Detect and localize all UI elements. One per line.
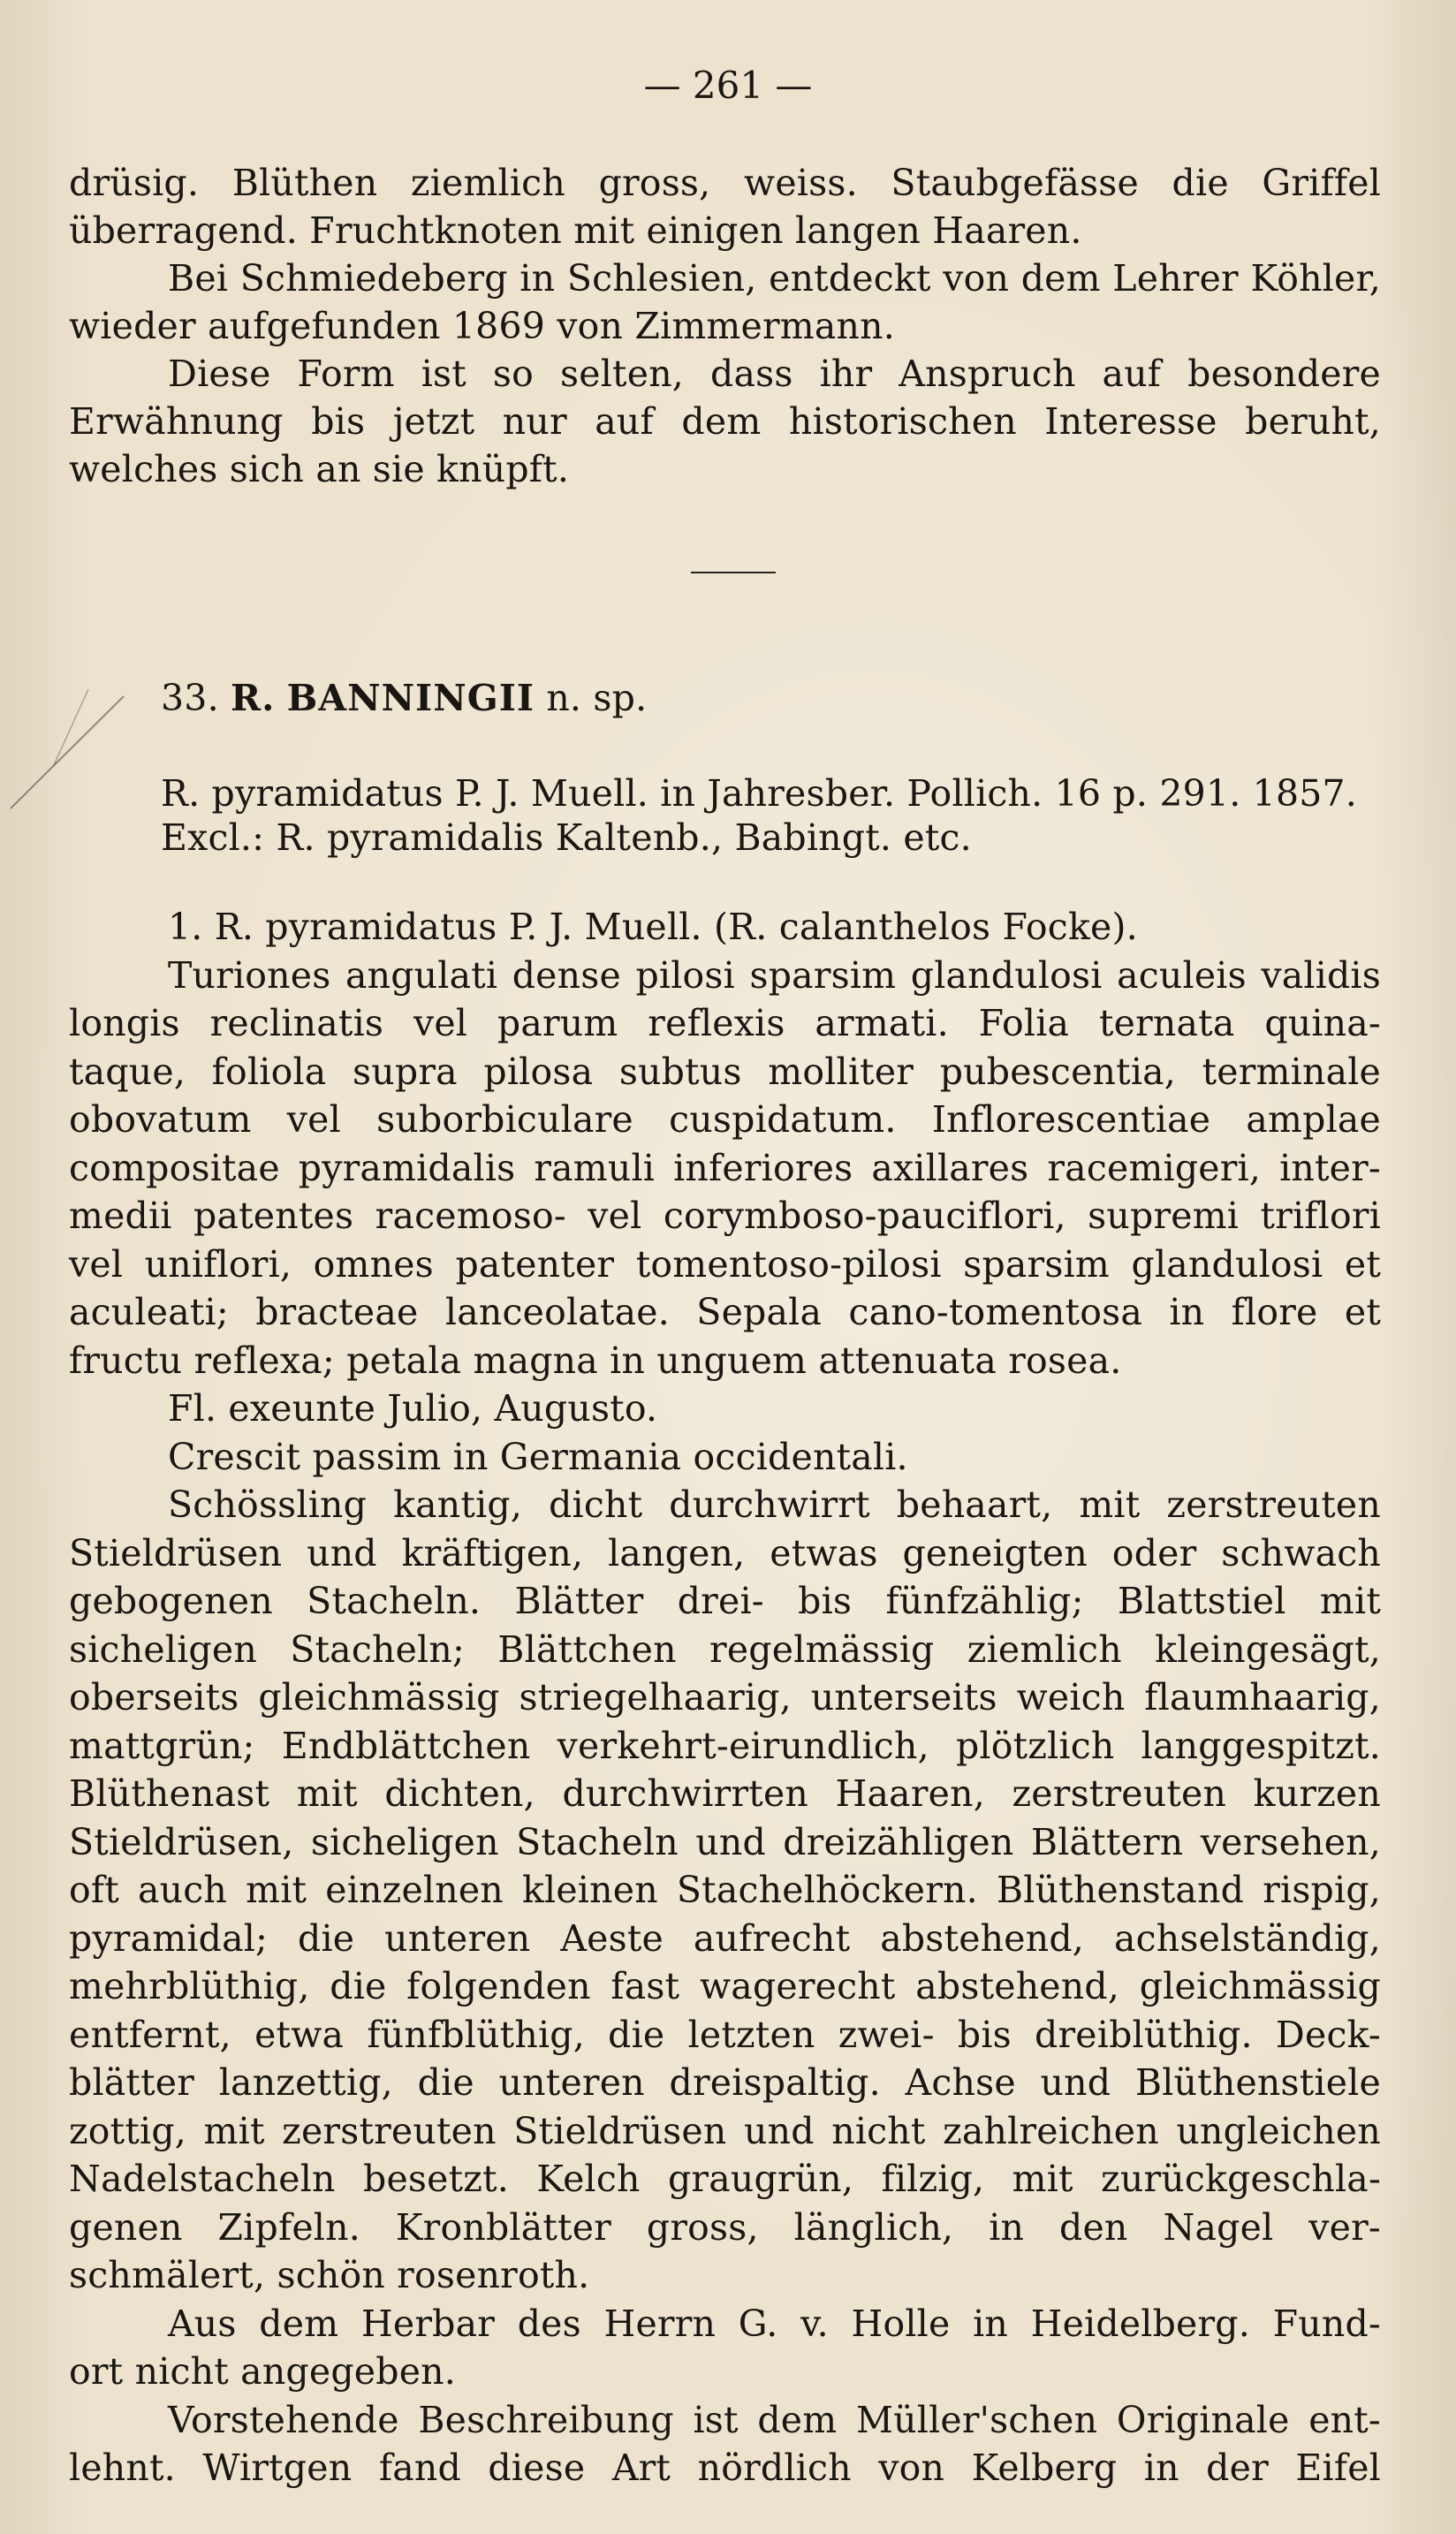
text-line: aculeati; bracteae lanceolatae. Sepala cano-tomentosa in flore et	[69, 1291, 1381, 1333]
text-line: drüsig. Blüthen ziemlich gross, weiss. Staubgefässe die Griffel	[69, 162, 1381, 204]
text-line: Aus dem Herbar des Herrn G. v. Holle in Heidelberg. Fund-	[168, 2302, 1381, 2345]
pencil-mark-icon	[0, 680, 133, 822]
text-line: welches sich an sie knüpft.	[69, 448, 570, 490]
text-line: gebogenen Stacheln. Blätter drei- bis fünfzählig; Blattstiel mit	[69, 1580, 1381, 1622]
species-genus: R.	[231, 677, 276, 719]
text-line: blätter lanzettig, die unteren dreispaltig. Achse und Blüthenstiele	[69, 2061, 1381, 2104]
text-line: mattgrün; Endblättchen verkehrt-eirundlich, plötzlich langgespitzt.	[69, 1724, 1381, 1767]
text-line: Erwähnung bis jetzt nur auf dem historischen Interesse beruht,	[69, 400, 1381, 443]
text-line: compositae pyramidalis ramuli inferiores axillares racemigeri, inter-	[69, 1146, 1381, 1189]
text-line: mehrblüthig, die folgenden fast wagerecht abstehend, gleichmässig	[69, 1965, 1381, 2007]
text-line: Bei Schmiedeberg in Schlesien, entdeckt von dem Lehrer Köhler,	[168, 257, 1381, 300]
text-line: Diese Form ist so selten, dass ihr Anspruch auf besondere	[168, 353, 1381, 395]
text-line: ort nicht angegeben.	[69, 2350, 457, 2393]
text-line: entfernt, etwa fünfblüthig, die letzten zwei- bis dreiblüthig. Deck-	[69, 2013, 1381, 2056]
text-line: oberseits gleichmässig striegelhaarig, unterseits weich flaumhaarig,	[69, 1676, 1381, 1718]
text-line: sicheligen Stacheln; Blättchen regelmässig ziemlich kleingesägt,	[69, 1627, 1381, 1671]
synonym-line: Excl.: R. pyramidalis Kaltenb., Babingt. etc.	[161, 816, 972, 859]
text-line: Fl. exeunte Julio, Augusto.	[168, 1387, 658, 1430]
text-line: oft auch mit einzelnen kleinen Stachelhöckern. Blüthenstand rispig,	[69, 1869, 1381, 1911]
species-heading	[161, 674, 956, 722]
text-line: taque, foliola supra pilosa subtus molliter pubescentia, terminale	[69, 1050, 1381, 1093]
text-line: Nadelstacheln besetzt. Kelch graugrün, filzig, mit zurückgeschla-	[69, 2158, 1381, 2200]
text-line: lehnt. Wirtgen fand diese Art nördlich von Kelberg in der Eifel	[69, 2447, 1381, 2489]
text-line: fructu reflexa; petala magna in unguem attenuata rosea.	[69, 1339, 1122, 1382]
text-line: Turiones angulati dense pilosi sparsim glandulosi aculeis validis	[168, 953, 1381, 997]
text-line: pyramidal; die unteren Aeste aufrecht abstehend, achselständig,	[69, 1916, 1381, 1960]
text-line: Vorstehende Beschreibung ist dem Müller'schen Originale ent-	[168, 2398, 1381, 2441]
page-number: — 261 —	[643, 64, 813, 107]
text-line: Crescit passim in Germania occidentali.	[168, 1435, 908, 1478]
text-line: vel uniflori, omnes patenter tomentoso-pilosi sparsim glandulosi et	[69, 1242, 1381, 1286]
text-line: medii patentes racemoso- vel corymboso-pauciflori, supremi triflori	[69, 1195, 1381, 1237]
section-divider	[691, 572, 776, 573]
text-line: longis reclinatis vel parum reflexis armati. Folia ternata quina-	[69, 1002, 1381, 1044]
synonym-line: R. pyramidatus P. J. Muell. in Jahresber. Pollich. 16 p. 291. 1857.	[161, 772, 1358, 815]
text-line: genen Zipfeln. Kronblätter gross, länglich, in den Nagel ver-	[69, 2205, 1381, 2249]
text-line: schmälert, schön rosenroth.	[69, 2254, 590, 2296]
text-line: Stieldrüsen und kräftigen, langen, etwas geneigten oder schwach	[69, 1531, 1381, 1574]
text-line: Blüthenast mit dichten, durchwirrten Haaren, zerstreuten kurzen	[69, 1772, 1381, 1815]
text-line: zottig, mit zerstreuten Stieldrüsen und nicht zahlreichen ungleichen	[69, 2109, 1381, 2152]
text-line: obovatum vel suborbiculare cuspidatum. Inflorescentiae amplae	[69, 1098, 1381, 1141]
text-line: Schössling kantig, dicht durchwirrt behaart, mit zerstreuten	[168, 1483, 1381, 1526]
text-line: wieder aufgefunden 1869 von Zimmermann.	[69, 305, 895, 347]
species-name: BANNINGII	[286, 677, 535, 719]
text-line: überragend. Fruchtknoten mit einigen langen Haaren.	[69, 209, 1082, 252]
text-line: Stieldrüsen, sicheligen Stacheln und dreizähligen Blättern versehen,	[69, 1820, 1381, 1863]
species-number: 33.	[161, 677, 219, 719]
text-line: 1. R. pyramidatus P. J. Muell. (R. calanthelos Focke).	[168, 906, 1138, 948]
species-suffix: n. sp.	[546, 677, 648, 719]
